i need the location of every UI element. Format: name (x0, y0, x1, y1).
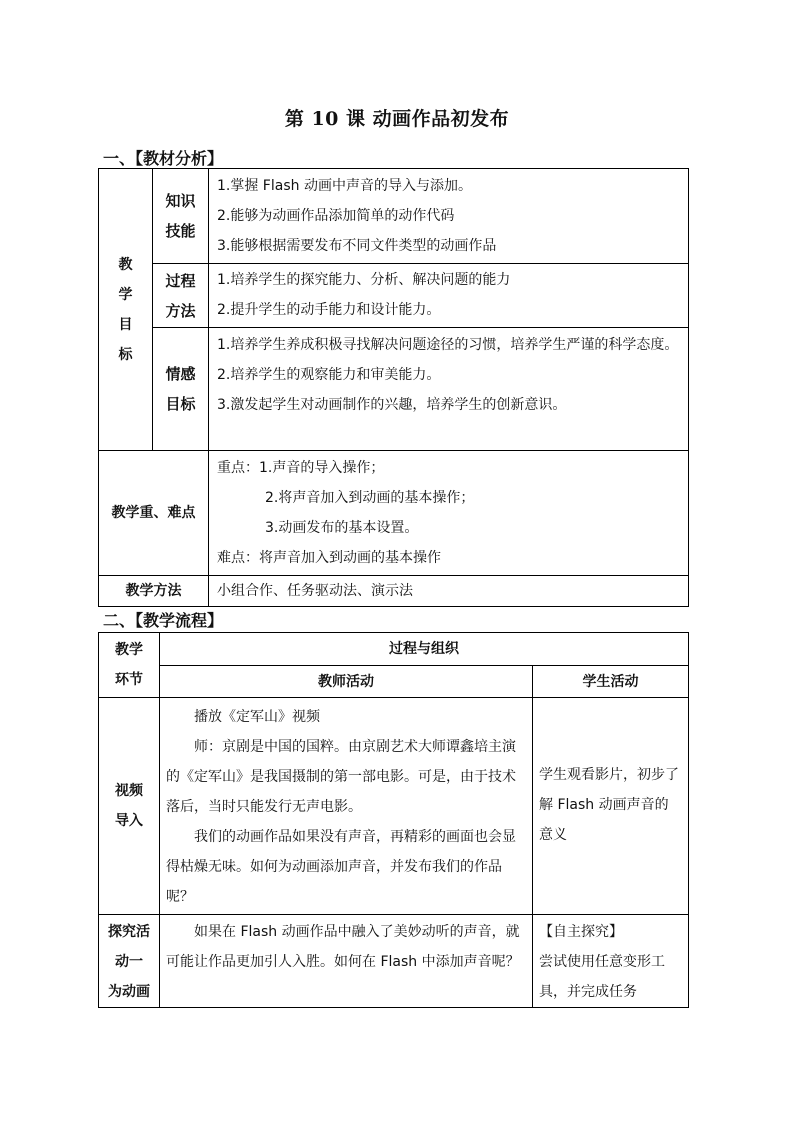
activity-paragraph: 师：京剧是中国的国粹。由京剧艺术大师谭鑫培主演的《定军山》是我国摄制的第一部电影。可是，由于技术落后，当时只能发行无声电影。 (166, 739, 516, 815)
section-heading-analysis: 一、【教材分析】 (103, 149, 224, 168)
goal-label-char: 教 (118, 256, 133, 273)
content-line: 2.能够为动画作品添加简单的动作代码 (217, 208, 455, 224)
row-label-line: 情感 (165, 365, 196, 383)
table-row (99, 666, 689, 698)
stage-line: 视频 (115, 783, 143, 799)
student-activity-cell (533, 698, 689, 915)
table-row (99, 169, 689, 264)
emotion-content-cell (209, 328, 689, 451)
content-line: 3.动画发布的基本设置。 (265, 520, 419, 536)
stage-line: 导入 (115, 813, 143, 829)
row-label-line: 知识 (165, 192, 196, 210)
key-points-label: 教学重、难点 (99, 451, 209, 576)
knowledge-label-cell (153, 169, 209, 264)
row-label-line: 方法 (165, 301, 196, 320)
student-activity-text: 学生观看影片，初步了解 Flash 动画声音的意义 (539, 767, 679, 843)
header-line: 教学 (115, 642, 143, 658)
row-label-line: 技能 (165, 222, 196, 240)
goal-label-cell (99, 169, 153, 451)
method-value: 小组合作、任务驱动法、演示法 (209, 576, 689, 607)
stage-header (99, 633, 160, 698)
process-label-cell (153, 264, 209, 328)
process-content-cell (209, 264, 689, 328)
activity-paragraph: 播放《定军山》视频 (194, 709, 320, 725)
method-label: 教学方法 (99, 576, 209, 607)
key-points-content (209, 451, 689, 576)
activity-paragraph: 我们的动画作品如果没有声音，再精彩的画面也会显得枯燥无味。如何为动画添加声音，并发布我们的作品呢？ (166, 829, 516, 905)
student-activity-text: 尝试使用任意变形工具，并完成任务 (539, 954, 665, 1000)
table-row (99, 451, 689, 576)
table-row (99, 264, 689, 328)
header-line: 环节 (115, 672, 143, 688)
goal-label-char: 目 (118, 316, 133, 333)
table-row (99, 576, 689, 607)
stage-cell (99, 698, 160, 915)
teacher-header: 教师活动 (160, 666, 533, 698)
activity-paragraph: 如果在 Flash 动画作品中融入了美妙动听的声音，就可能让作品更加引人入胜。如何在 Flash 中添加声音呢？ (166, 924, 520, 970)
analysis-table (98, 168, 689, 607)
student-header: 学生活动 (533, 666, 689, 698)
stage-line: 动一 (115, 954, 143, 970)
content-line: 2.培养学生的观察能力和审美能力。 (217, 367, 441, 383)
stage-line: 探究活 (108, 924, 150, 940)
content-line: 3.能够根据需要发布不同文件类型的动画作品 (217, 238, 497, 254)
table-row (99, 328, 689, 451)
goal-label-char: 学 (118, 286, 133, 303)
table-row (99, 698, 689, 915)
emotion-label-cell (153, 328, 209, 451)
content-line: 3.激发起学生对动画制作的兴趣，培养学生的创新意识。 (217, 397, 567, 413)
row-label-line: 目标 (165, 395, 196, 413)
stage-cell (99, 915, 160, 1008)
stage-line: 为动画 (108, 984, 150, 1000)
table-row (99, 633, 689, 666)
content-line: 1.培养学生养成积极寻找解决问题途径的习惯，培养学生严谨的科学态度。 (217, 337, 679, 353)
student-activity-cell (533, 915, 689, 1008)
section-heading-process: 二、【教学流程】 (103, 611, 224, 630)
content-line: 2.将声音加入到动画的基本操作； (265, 490, 475, 506)
process-table (98, 632, 689, 1008)
content-line: 重点：1.声音的导入操作； (217, 460, 385, 476)
teacher-activity-cell (160, 915, 533, 1008)
content-line: 难点：将声音加入到动画的基本操作 (217, 550, 441, 566)
process-header: 过程与组织 (160, 633, 689, 666)
row-label-line: 过程 (165, 271, 196, 290)
student-activity-title: 【自主探究】 (539, 924, 623, 940)
table-row (99, 915, 689, 1008)
content-line: 1.培养学生的探究能力、分析、解决问题的能力 (217, 272, 511, 288)
lesson-title: 第 10 课 动画作品初发布 (284, 108, 510, 130)
goal-label-char: 标 (118, 346, 133, 363)
content-line: 1.掌握 Flash 动画中声音的导入与添加。 (217, 178, 472, 194)
content-line: 2.提升学生的动手能力和设计能力。 (217, 302, 441, 318)
knowledge-content-cell (209, 169, 689, 264)
teacher-activity-cell (160, 698, 533, 915)
